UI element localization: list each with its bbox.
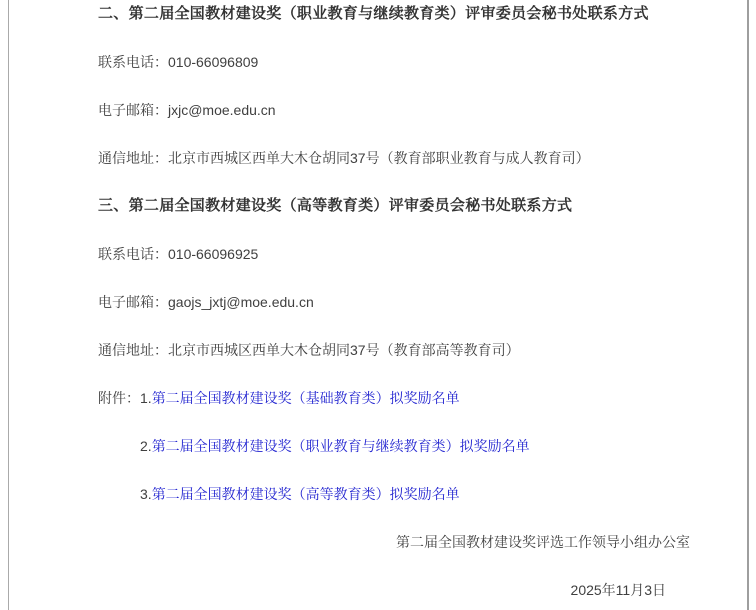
phone-line-higher-ed: 联系电话：010-66096925 bbox=[98, 246, 259, 262]
attachments-label: 附件： bbox=[98, 390, 140, 406]
attachment-number-1: 1. bbox=[140, 390, 152, 406]
attachment-row-3 bbox=[98, 482, 747, 506]
attachment-link-vocational-education[interactable]: 第二届全国教材建设奖（职业教育与继续教育类）拟奖励名单 bbox=[151, 438, 530, 454]
attachment-row-2 bbox=[98, 434, 747, 458]
email-line-vocational: 电子邮箱：jxjc@moe.edu.cn bbox=[98, 102, 276, 118]
signature-date: 2025年11月3日 bbox=[570, 582, 666, 598]
email-line-higher-ed: 电子邮箱：gaojs_jxtj@moe.edu.cn bbox=[98, 294, 314, 310]
attachment-link-basic-education[interactable]: 第二届全国教材建设奖（基础教育类）拟奖励名单 bbox=[151, 390, 460, 406]
address-line-higher-ed: 通信地址：北京市西城区西单大木仓胡同37号（教育部高等教育司） bbox=[98, 342, 520, 358]
section-heading-higher-ed: 三、第二届全国教材建设奖（高等教育类）评审委员会秘书处联系方式 bbox=[98, 197, 573, 214]
address-line-vocational: 通信地址：北京市西城区西单大木仓胡同37号（教育部职业教育与成人教育司） bbox=[98, 150, 590, 166]
section-heading-vocational: 二、第二届全国教材建设奖（职业教育与继续教育类）评审委员会秘书处联系方式 bbox=[98, 5, 649, 22]
attachment-number-3: 3. bbox=[140, 486, 152, 502]
signature-organization: 第二届全国教材建设奖评选工作领导小组办公室 bbox=[396, 534, 690, 550]
attachment-row-1 bbox=[98, 386, 747, 410]
phone-line-vocational: 联系电话：010-66096809 bbox=[98, 54, 259, 70]
notice-content-area bbox=[8, 0, 749, 610]
attachment-link-higher-education[interactable]: 第二届全国教材建设奖（高等教育类）拟奖励名单 bbox=[151, 486, 460, 502]
attachment-number-2: 2. bbox=[140, 438, 152, 454]
